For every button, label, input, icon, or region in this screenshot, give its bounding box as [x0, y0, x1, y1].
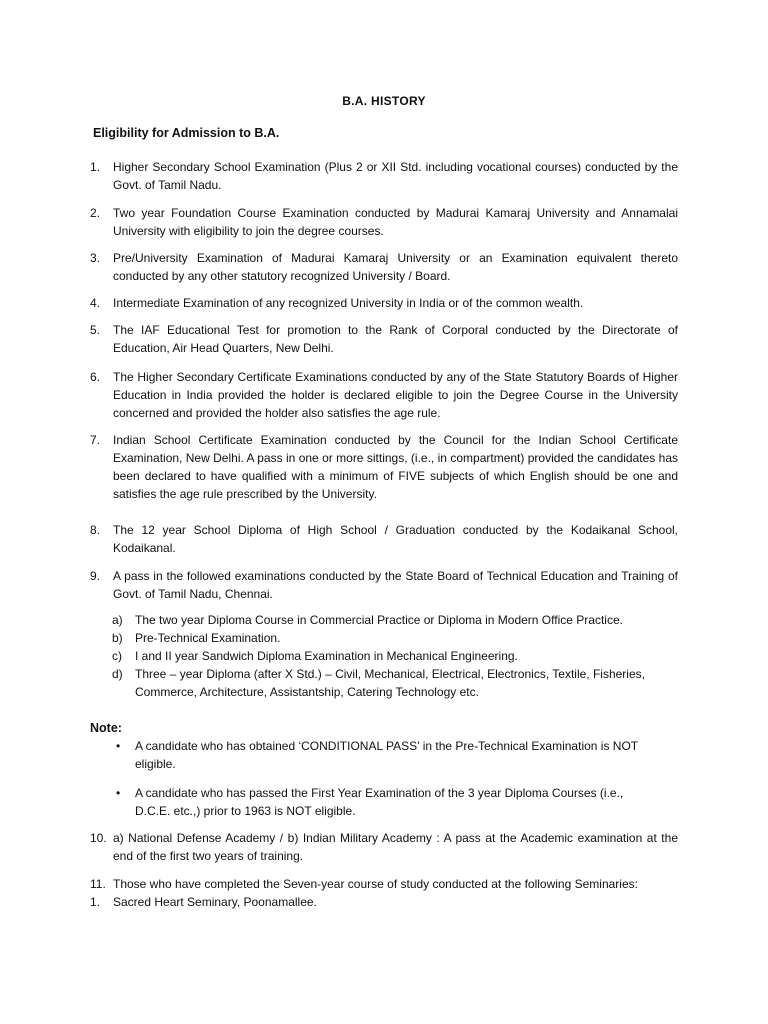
- item-number: 9.: [90, 569, 101, 583]
- sub-item-letter: c): [112, 649, 122, 663]
- sub-item-letter: b): [112, 631, 123, 645]
- list-item: [90, 521, 678, 557]
- sub-list-item: [112, 629, 678, 647]
- item-text: Two year Foundation Course Examination conducted by Madurai Kamaraj University and Annamalai University with eligibility to join the degree courses.: [113, 206, 678, 238]
- item-text: The 12 year School Diploma of High School / Graduation conducted by the Kodaikanal School, Kodaikanal.: [113, 523, 678, 555]
- list-item: [90, 431, 678, 503]
- list-item: [90, 829, 678, 865]
- item-number: 1.: [90, 895, 101, 909]
- item-text: Indian School Certificate Examination conducted by the Council for the Indian School Certificate Examination, New Delhi. A pass in one or more sittings, (i.e., in compartment) provided the candidates has been declared to have qualified with a minimum of FIVE subjects of which English should be one and satisfies the age rule prescribed by the University.: [113, 433, 678, 501]
- list-item: [90, 567, 678, 603]
- sub-list-item: [112, 611, 678, 629]
- item-number: 6.: [90, 370, 101, 384]
- item-text: The IAF Educational Test for promotion to the Rank of Corporal conducted by the Directorate of Education, Air Head Quarters, New Delhi.: [113, 323, 678, 355]
- list-item: [90, 249, 678, 285]
- item-number: 2.: [90, 206, 101, 220]
- list-item: [90, 875, 678, 893]
- sub-item-text: The two year Diploma Course in Commercial Practice or Diploma in Modern Office Practice.: [135, 613, 623, 627]
- item-text: Pre/University Examination of Madurai Kamaraj University or an Examination equivalent thereto conducted by any other statutory recognized University / Board.: [113, 251, 678, 283]
- item-number: 11.: [90, 877, 106, 891]
- note-bullet-item: [116, 737, 656, 773]
- item-number: 5.: [90, 323, 101, 337]
- list-item: [90, 368, 678, 422]
- item-text: Intermediate Examination of any recognized University in India or of the common wealth.: [113, 296, 584, 310]
- item-text: Higher Secondary School Examination (Plus 2 or XII Std. including vocational courses) conducted by the Govt. of Tamil Nadu.: [113, 160, 678, 192]
- list-item: [90, 294, 678, 312]
- list-item: [90, 321, 678, 357]
- sub-list-item: [112, 647, 678, 665]
- item-text: The Higher Secondary Certificate Examinations conducted by any of the State Statutory Boards of Higher Education in India provided the holder is declared eligible to join the Degree Course in the University concerned and provided the holder also satisfies the age rule.: [113, 370, 678, 420]
- list-item: [90, 158, 678, 194]
- list-item: [90, 893, 678, 911]
- item-number: 1.: [90, 160, 101, 174]
- sub-item-text: I and II year Sandwich Diploma Examination in Mechanical Engineering.: [135, 649, 518, 663]
- item-number: 7.: [90, 433, 101, 447]
- item-text: Sacred Heart Seminary, Poonamallee.: [113, 895, 317, 909]
- bullet-glyph: •: [116, 786, 121, 800]
- item-text: A pass in the followed examinations conducted by the State Board of Technical Education and Training of Govt. of Tamil Nadu, Chennai.: [113, 569, 678, 601]
- sub-list-item: [112, 665, 678, 701]
- item-number: 8.: [90, 523, 101, 537]
- item-number: 10.: [90, 831, 107, 845]
- sub-item-text: Three – year Diploma (after X Std.) – Civil, Mechanical, Electrical, Electronics, Textile, Fisheries, Commerce, Architecture, Assistantship, Catering Technology etc.: [135, 667, 645, 699]
- note-bullet-item: [116, 784, 656, 820]
- list-item: [90, 204, 678, 240]
- item-text: Those who have completed the Seven-year course of study conducted at the following Seminaries:: [113, 877, 638, 891]
- item-number: 3.: [90, 251, 101, 265]
- item-number: 4.: [90, 296, 101, 310]
- sub-item-letter: a): [112, 613, 123, 627]
- sub-item-letter: d): [112, 667, 123, 681]
- sub-item-text: Pre-Technical Examination.: [135, 631, 281, 645]
- page-title: B.A. HISTORY: [342, 94, 426, 108]
- section-heading: Eligibility for Admission to B.A.: [93, 126, 280, 140]
- item-text: a) National Defense Academy / b) Indian Military Academy : A pass at the Academic examination at the end of the first two years of training.: [113, 831, 678, 863]
- bullet-text: A candidate who has passed the First Year Examination of the 3 year Diploma Courses (i.e., D.C.E. etc.,) prior to 1963 is NOT eligible.: [135, 786, 624, 818]
- note-heading: Note:: [90, 721, 122, 735]
- bullet-glyph: •: [116, 739, 121, 753]
- bullet-text: A candidate who has obtained ‘CONDITIONAL PASS’ in the Pre-Technical Examination is NOT eligible.: [135, 739, 638, 771]
